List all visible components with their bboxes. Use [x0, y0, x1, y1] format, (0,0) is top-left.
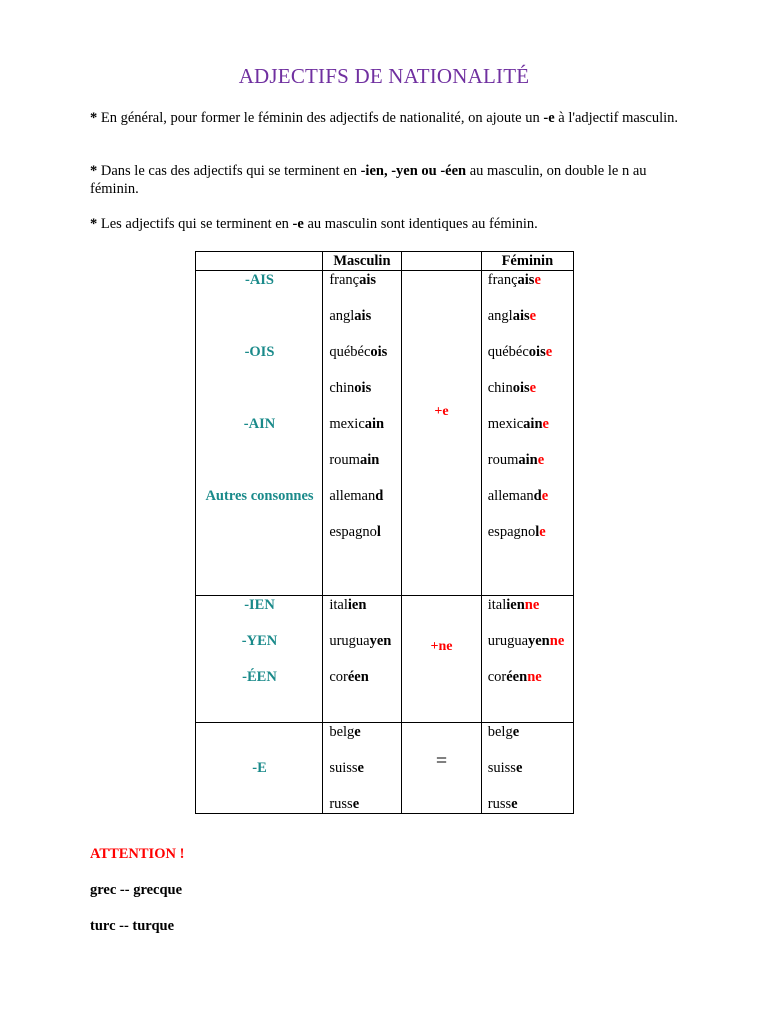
feminin-word: allemande: [487, 488, 549, 504]
table-row: [196, 723, 574, 814]
masculin-word: chinois: [329, 380, 372, 396]
feminin-word: québécoise: [487, 344, 553, 360]
terminaison-cell: [196, 596, 323, 723]
paragraph-text: à l'adjectif masculin.: [554, 110, 679, 126]
terminaison-label: -AIN: [243, 416, 276, 432]
operator-cell: [401, 271, 481, 596]
paragraph-text: Les adjectifs qui se terminent en: [97, 216, 293, 232]
masculin-word: uruguayen: [329, 633, 392, 649]
paragraph-text: au masculin, on double le n au féminin.: [90, 163, 647, 197]
masculin-cell: [323, 723, 401, 814]
feminin-cell: [481, 723, 573, 814]
terminaison-label: -OIS: [244, 344, 275, 360]
paragraph-text: En général, pour former le féminin des adjectifs de nationalité, on ajoute un: [97, 110, 544, 126]
masculin-word: anglais: [329, 308, 372, 324]
masculin-word: italien: [329, 597, 367, 613]
header-feminin: Féminin: [481, 252, 573, 271]
operator-cell: [401, 723, 481, 814]
feminin-word: espagnole: [487, 524, 546, 540]
operator-cell: [401, 596, 481, 723]
nationality-table: [195, 251, 574, 814]
rule-paragraph-2: [90, 162, 685, 198]
paragraph-text: au masculin sont identiques au féminin.: [303, 216, 538, 232]
bullet-star: *: [90, 110, 98, 126]
feminin-word: coréenne: [487, 669, 542, 685]
feminin-cell: [481, 596, 573, 723]
emphasis-text: -e: [292, 216, 304, 232]
header-terminaison: [196, 252, 323, 271]
masculin-word: québécois: [329, 344, 388, 360]
masculin-cell: [323, 596, 401, 723]
emphasis-text: -e: [543, 110, 555, 126]
feminin-word: française: [487, 272, 541, 288]
rule-paragraph-3: [90, 215, 685, 233]
feminin-word: mexicaine: [487, 416, 549, 432]
header-masculin: Masculin: [323, 252, 401, 271]
exception-turc: turc -- turque: [90, 918, 175, 934]
masculin-word: mexicain: [329, 416, 385, 432]
feminin-cell: [481, 271, 573, 596]
table-row: [196, 271, 574, 596]
masculin-word: coréen: [329, 669, 369, 685]
masculin-word: suisse: [329, 760, 364, 776]
exception-grec: grec -- grecque: [90, 882, 183, 898]
table-row: [196, 596, 574, 723]
feminin-word: belge: [487, 724, 520, 740]
feminin-word: suisse: [487, 760, 523, 776]
terminaison-label: -IEN: [244, 597, 275, 613]
feminin-word: anglaise: [487, 308, 537, 324]
header-operator: [401, 252, 481, 271]
bullet-star: *: [90, 216, 98, 232]
operator-label: +e: [434, 404, 449, 419]
masculin-word: russe: [329, 796, 360, 812]
table-header-row: [196, 252, 574, 271]
paragraph-text: Dans le cas des adjectifs qui se terminent en: [97, 163, 361, 179]
masculin-word: roumain: [329, 452, 380, 468]
feminin-word: chinoise: [487, 380, 537, 396]
terminaison-label: -AIS: [244, 272, 274, 288]
operator-label: =: [435, 749, 448, 772]
bullet-star: *: [90, 163, 98, 179]
terminaison-label: -ÉEN: [242, 669, 277, 685]
masculin-word: belge: [329, 724, 361, 740]
masculin-cell: [323, 271, 401, 596]
attention-label: ATTENTION !: [90, 846, 185, 862]
feminin-word: russe: [487, 796, 518, 812]
masculin-word: espagnol: [329, 524, 381, 540]
feminin-word: italienne: [487, 597, 540, 613]
masculin-word: allemand: [329, 488, 384, 504]
terminaison-label: Autres consonnes: [205, 488, 314, 504]
terminaison-label: -E: [252, 760, 267, 776]
masculin-word: français: [329, 272, 377, 288]
emphasis-text: -ien, -yen ou -éen: [360, 163, 467, 179]
page-title: ADJECTIFS DE NATIONALITÉ: [238, 64, 530, 88]
terminaison-label: -YEN: [241, 633, 278, 649]
rule-paragraph-1: [90, 109, 685, 127]
operator-label: +ne: [430, 639, 453, 654]
feminin-word: roumaine: [487, 452, 545, 468]
terminaison-cell: [196, 271, 323, 596]
feminin-word: uruguayenne: [487, 633, 565, 649]
terminaison-cell: [196, 723, 323, 814]
